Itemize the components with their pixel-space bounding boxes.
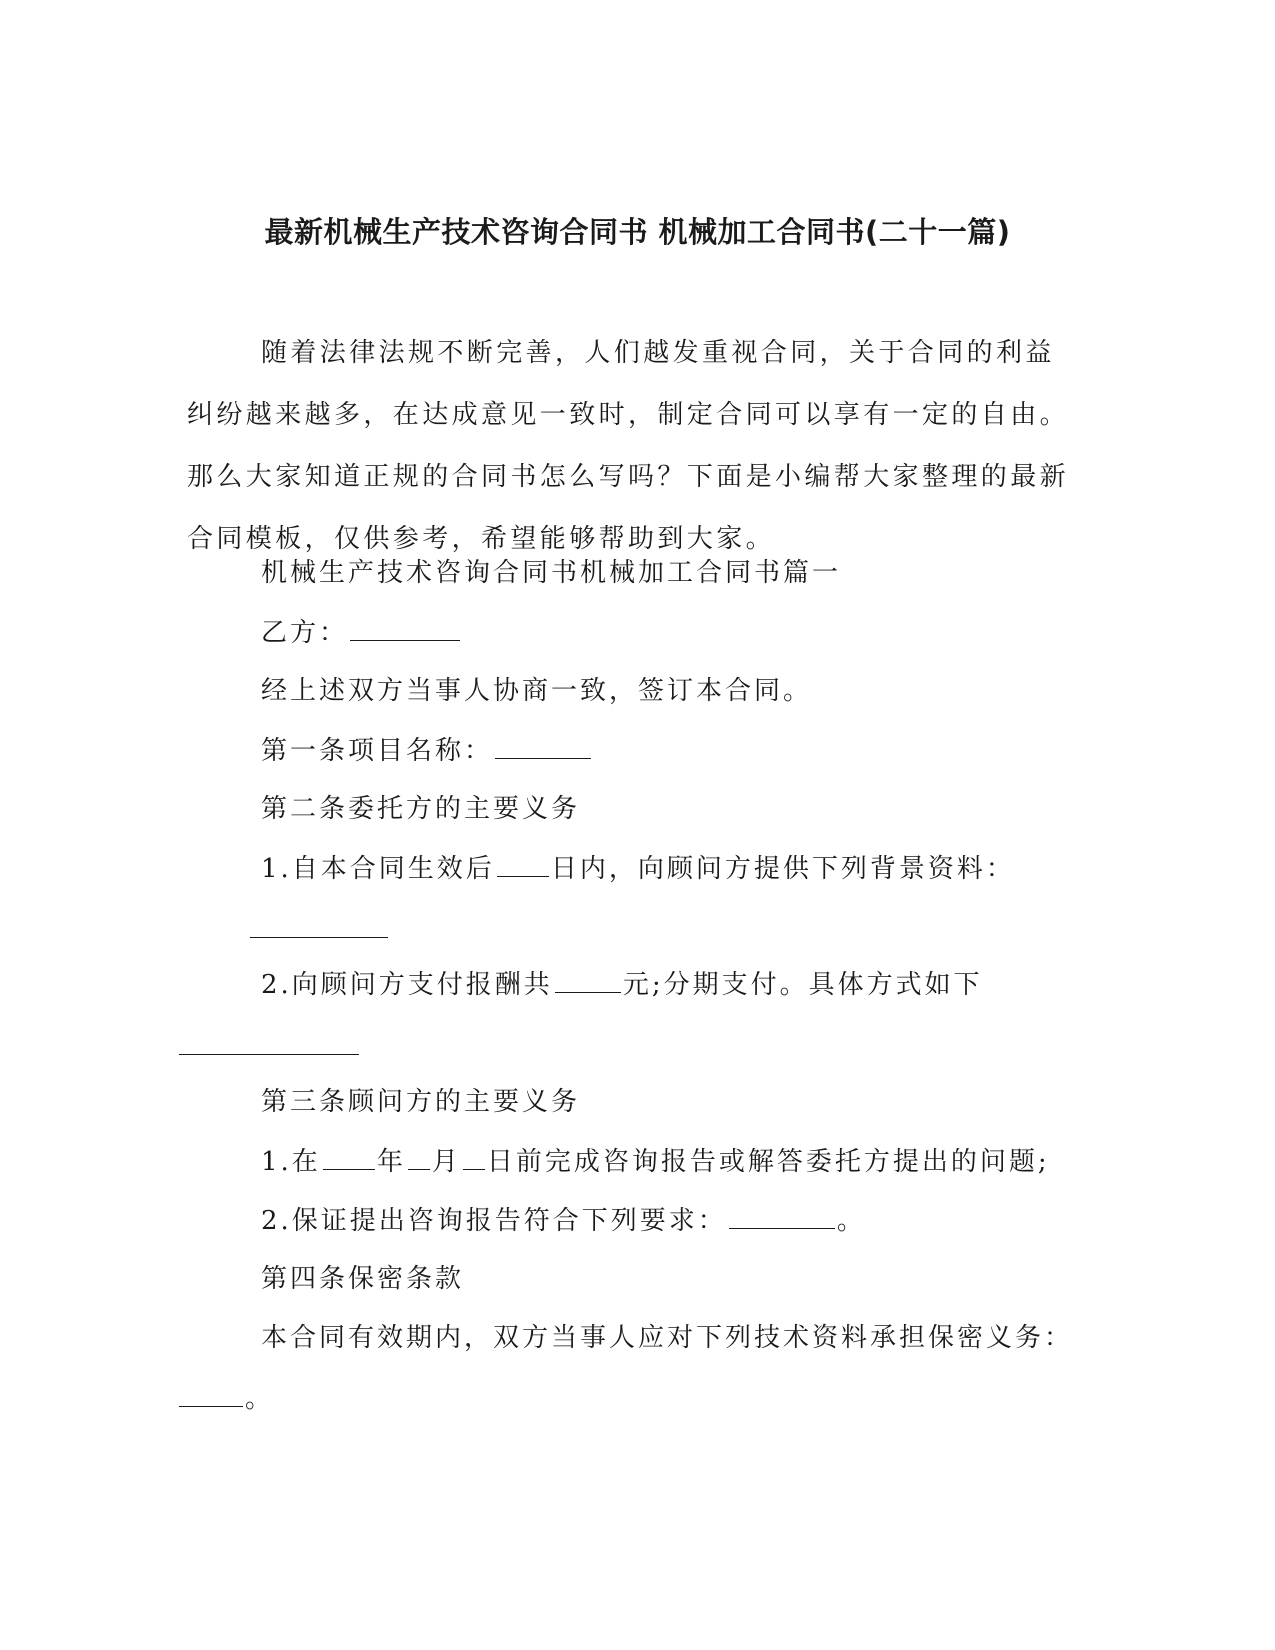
article-2-item-2-text-b: 元;分期支付。具体方式如下 bbox=[622, 970, 983, 1000]
payment-amount-blank bbox=[555, 966, 621, 993]
article-3-item-1 bbox=[261, 1143, 1050, 1180]
confidential-materials-blank bbox=[179, 1380, 243, 1407]
article-2-item-2 bbox=[261, 966, 983, 1003]
party-b-label: 乙方： bbox=[261, 618, 349, 648]
article-1-label: 第一条项目名称： bbox=[261, 736, 494, 766]
article-3-item-1-text-d: 日前完成咨询报告或解答委托方提出的问题; bbox=[486, 1147, 1050, 1177]
year-blank bbox=[323, 1143, 375, 1170]
project-name-blank bbox=[495, 732, 591, 759]
intro-paragraph: 随着法律法规不断完善，人们越发重视合同，关于合同的利益纠纷越来越多，在达成意见一致时，制定合同可以享有一定的自由。那么大家知道正规的合同书怎么写吗？下面是小编帮大家整理的最新合同模板，仅供参考，希望能够帮助到大家。 bbox=[187, 338, 1070, 554]
party-b-blank bbox=[350, 614, 460, 641]
article-2-item-1-text-a: 1.自本合同生效后 bbox=[261, 854, 495, 884]
agreement-line: 经上述双方当事人协商一致，签订本合同。 bbox=[261, 676, 813, 706]
background-material-blank bbox=[250, 937, 388, 938]
article-4-heading: 第四条保密条款 bbox=[261, 1264, 465, 1294]
month-label: 月 bbox=[431, 1147, 461, 1177]
day-blank bbox=[463, 1143, 485, 1170]
article-3-heading: 第三条顾问方的主要义务 bbox=[261, 1087, 581, 1117]
year-label: 年 bbox=[376, 1147, 406, 1177]
article-4-end-text: 。 bbox=[245, 1384, 275, 1414]
article-4-text: 本合同有效期内，双方当事人应对下列技术资料承担保密义务： bbox=[261, 1323, 1074, 1353]
article-2-item-2-text-a: 2.向顾问方支付报酬共 bbox=[261, 970, 553, 1000]
article-3-item-2-text-b: 。 bbox=[836, 1206, 866, 1236]
article-2-item-1 bbox=[261, 850, 1015, 887]
document-title: 最新机械生产技术咨询合同书 机械加工合同书(二十一篇) bbox=[264, 215, 1011, 249]
article-1-line bbox=[261, 732, 593, 769]
month-blank bbox=[408, 1143, 430, 1170]
article-4-end-line bbox=[179, 1380, 274, 1417]
section-heading: 机械生产技术咨询合同书机械加工合同书篇一 bbox=[261, 558, 842, 588]
article-3-item-2-text-a: 2.保证提出咨询报告符合下列要求： bbox=[261, 1206, 727, 1236]
report-requirements-blank bbox=[729, 1202, 835, 1229]
article-3-item-1-text-a: 1.在 bbox=[261, 1147, 321, 1177]
party-b-line bbox=[261, 614, 462, 651]
article-3-item-2 bbox=[261, 1202, 866, 1239]
article-2-heading: 第二条委托方的主要义务 bbox=[261, 794, 581, 824]
payment-method-blank bbox=[179, 1054, 359, 1055]
article-2-item-1-text-b: 日内，向顾问方提供下列背景资料： bbox=[550, 854, 1015, 884]
days-blank bbox=[497, 850, 549, 877]
